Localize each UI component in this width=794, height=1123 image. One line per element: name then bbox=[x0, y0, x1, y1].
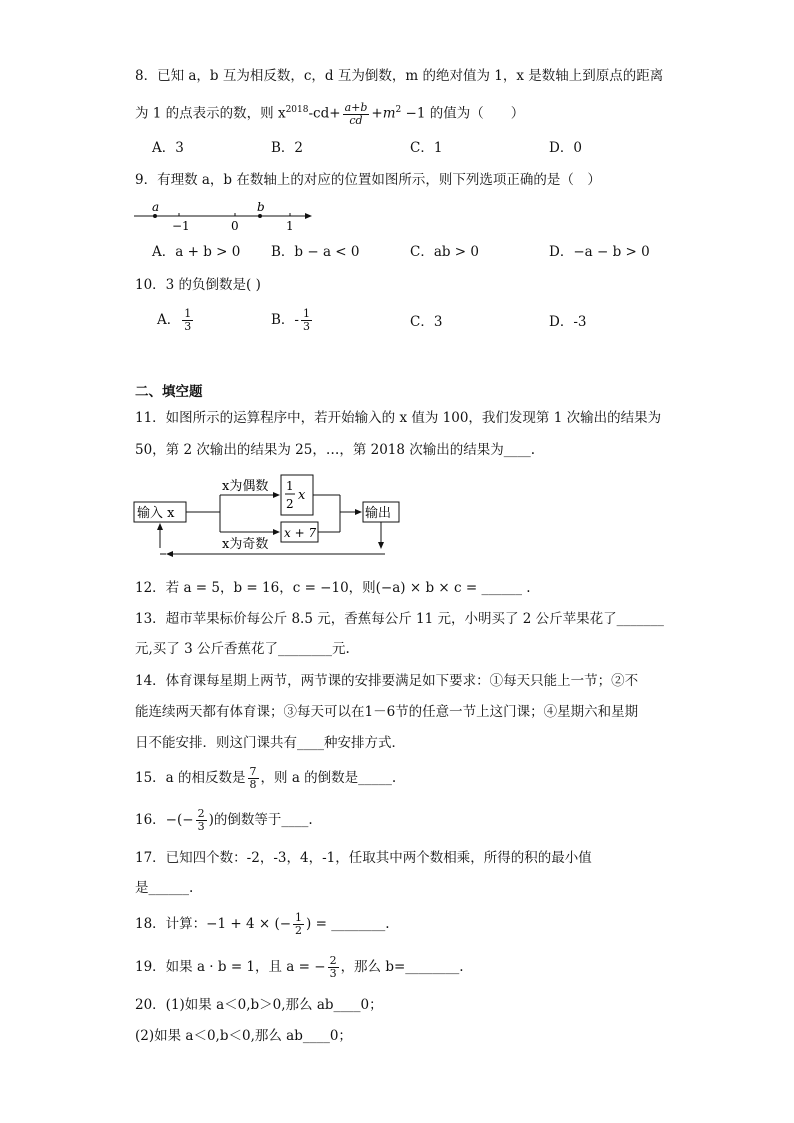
q15-pre: 15．a 的相反数是 bbox=[135, 770, 246, 786]
q13-line1: 13．超市苹果标价每公斤 8.5 元，香蕉每公斤 11 元，小明买了 2 公斤苹果花了_______ bbox=[135, 611, 664, 627]
q11-flow-diagram bbox=[130, 470, 420, 562]
odd-arrow-icon bbox=[273, 529, 280, 535]
arrow-head-icon bbox=[305, 213, 312, 219]
q8-sup-2: 2 bbox=[395, 105, 402, 115]
q11-line1: 11．如图所示的运算程序中，若开始输入的 x 值为 100，我们发现第 1 次输出的结果为 bbox=[135, 410, 662, 426]
point-b-dot bbox=[258, 214, 262, 218]
q8-line2-pre: 为 1 的点表示的数，则 x bbox=[135, 105, 286, 122]
q10-b-den: 3 bbox=[302, 320, 310, 333]
q15-num: 7 bbox=[249, 765, 257, 778]
section-title-fill-in: 二、填空题 bbox=[135, 384, 203, 400]
q9-stem: 9．有理数 a，b 在数轴上的对应的位置如图所示，则下列选项正确的是（ ） bbox=[135, 172, 601, 188]
q8-option-b[interactable]: B．2 bbox=[271, 140, 304, 156]
q8-line2 bbox=[135, 100, 524, 127]
q16-den: 3 bbox=[197, 820, 205, 833]
q10-option-b-fraction bbox=[301, 308, 312, 333]
q8-line2-mid: -cd+ bbox=[308, 105, 341, 122]
plus7-label: x + 7 bbox=[284, 526, 317, 540]
q19-fraction bbox=[328, 955, 339, 980]
q19-den: 3 bbox=[329, 967, 337, 980]
q18-pre: 18．计算：−1 + 4 × (− bbox=[135, 916, 292, 932]
tick-label-minus1: −1 bbox=[172, 219, 190, 233]
q18-num: 1 bbox=[295, 911, 303, 924]
q11-line2: 50，第 2 次输出的结果为 25，…，第 2018 次输出的结果为____. bbox=[135, 442, 536, 458]
q8-line1: 8．已知 a，b 互为相反数，c，d 互为倒数，m 的绝对值为 1，x 是数轴上到原点的距离 bbox=[135, 68, 664, 84]
q16-num: 2 bbox=[197, 807, 205, 820]
q10-option-c[interactable]: C．3 bbox=[410, 314, 443, 330]
q9-option-a[interactable]: A．a + b > 0 bbox=[152, 244, 241, 260]
q16-fraction bbox=[196, 808, 207, 833]
q8-option-a[interactable]: A．3 bbox=[152, 140, 184, 156]
q20-line1: 20．(1)如果 a＜0,b＞0,那么 ab____0； bbox=[135, 997, 383, 1013]
point-b-label: b bbox=[257, 200, 265, 214]
q13-line2: 元,买了 3 公斤香蕉花了________元. bbox=[135, 641, 350, 657]
q14-line2: 能连续两天都有体育课；③每天可以在1－6节的任意一节上这门课；④星期六和星期 bbox=[135, 704, 639, 720]
point-a-label: a bbox=[152, 200, 160, 214]
q18-den: 2 bbox=[295, 924, 303, 937]
q9-option-d[interactable]: D．−a − b > 0 bbox=[549, 244, 650, 260]
feedback-up-arrow-icon bbox=[157, 523, 163, 530]
q10-a-num: 1 bbox=[184, 307, 192, 320]
q10-option-d[interactable]: D．-3 bbox=[549, 314, 587, 330]
q14-line3: 日不能安排．则这门课共有____种安排方式． bbox=[135, 735, 405, 751]
q10-option-a-fraction bbox=[182, 308, 193, 333]
q10-a-den: 3 bbox=[184, 320, 192, 333]
odd-label: x为奇数 bbox=[222, 537, 269, 552]
q8-option-d[interactable]: D．0 bbox=[549, 140, 582, 156]
half-numerator: 1 bbox=[286, 479, 294, 493]
q19-post: ，那么 b=________. bbox=[340, 959, 464, 975]
input-label: 输入 x bbox=[137, 506, 175, 521]
even-label: x为偶数 bbox=[222, 479, 269, 494]
q8-fraction bbox=[343, 102, 370, 127]
q15-den: 8 bbox=[249, 778, 257, 791]
q15-fraction bbox=[248, 766, 259, 791]
q10-stem: 10．3 的负倒数是( ) bbox=[135, 277, 261, 293]
q10-option-b[interactable] bbox=[271, 308, 314, 333]
q19-pre: 19．如果 a · b = 1，且 a = − bbox=[135, 959, 326, 975]
q19 bbox=[135, 955, 464, 980]
q16 bbox=[135, 808, 313, 833]
q8-frac-den: cd bbox=[349, 113, 363, 127]
q9-number-line bbox=[130, 198, 320, 234]
q17-line2: 是______. bbox=[135, 880, 194, 896]
half-denominator: 2 bbox=[286, 497, 294, 511]
q8-option-c[interactable]: C．1 bbox=[410, 140, 443, 156]
q16-pre: 16．−(− bbox=[135, 812, 194, 828]
q16-post: )的倒数等于____. bbox=[208, 812, 313, 828]
q9-option-b[interactable]: B．b − a < 0 bbox=[271, 244, 360, 260]
q18 bbox=[135, 912, 390, 937]
half-x: x bbox=[298, 488, 306, 503]
q10-option-a[interactable] bbox=[157, 308, 195, 333]
even-arrow-icon bbox=[273, 492, 280, 498]
q10-b-num: 1 bbox=[302, 307, 310, 320]
q8-line2-end: −1 的值为（ ） bbox=[401, 105, 525, 122]
q18-post: ) = ________. bbox=[306, 916, 390, 932]
feedback-down-arrow-icon bbox=[378, 542, 384, 549]
q8-sup-2018: 2018 bbox=[285, 105, 309, 115]
q17-line1: 17．已知四个数：-2，-3，4，-1，任取其中两个数相乘，所得的积的最小值 bbox=[135, 850, 592, 866]
feedback-left-arrow-icon bbox=[166, 551, 173, 557]
output-label: 输出 bbox=[365, 506, 392, 521]
q20-line2: (2)如果 a＜0,b＜0,那么 ab____0； bbox=[135, 1028, 352, 1044]
point-a-dot bbox=[153, 214, 157, 218]
q8-frac-num: a+b bbox=[344, 100, 368, 114]
q8-line2-post: +m bbox=[371, 105, 396, 122]
tick-label-1: 1 bbox=[286, 219, 294, 233]
q15-post: ，则 a 的倒数是_____. bbox=[260, 770, 397, 786]
q19-num: 2 bbox=[329, 954, 337, 967]
q18-fraction bbox=[293, 912, 304, 937]
q14-line1: 14．体育课每星期上两节，两节课的安排要满足如下要求：①每天只能上一节；②不 bbox=[135, 673, 639, 689]
q12: 12．若 a = 5，b = 16，c = −10，则(−a) × b × c = ______ . bbox=[135, 580, 531, 596]
output-arrow-icon bbox=[355, 509, 362, 515]
q9-option-c[interactable]: C．ab > 0 bbox=[410, 244, 480, 260]
q15 bbox=[135, 766, 396, 791]
q10-option-b-label: B．- bbox=[271, 312, 299, 328]
tick-label-0: 0 bbox=[231, 219, 239, 233]
q10-option-a-label: A． bbox=[157, 312, 181, 328]
